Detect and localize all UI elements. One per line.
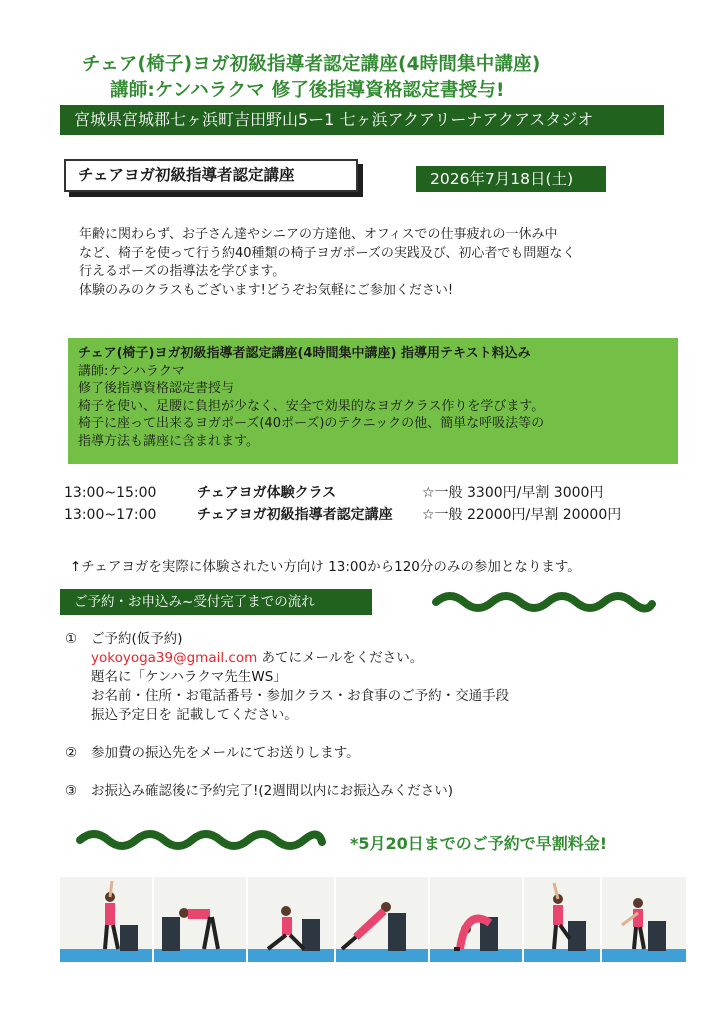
course-details-box <box>68 338 678 464</box>
trial-note: ↑チェアヨガを実際に体験されたい方向け 13:00から120分のみの参加となります。 <box>70 559 581 575</box>
chair-yoga-pose-photo <box>430 877 522 962</box>
chair-yoga-pose-photo <box>248 877 334 962</box>
step-3 <box>65 782 509 801</box>
intro-line: 行えるポーズの指導法を学びます。 <box>79 264 286 279</box>
chair-yoga-pose-photo <box>524 877 600 962</box>
chair-yoga-pose-photo <box>336 877 428 962</box>
schedule-time: 13:00~15:00 <box>64 485 157 501</box>
yoga-photo-strip <box>60 877 686 962</box>
event-date: 2026年7月18日(土) <box>416 166 606 192</box>
schedule-price: ☆一般 3300円/早割 3000円 <box>422 485 604 501</box>
details-line: 講師:ケンハラクマ <box>78 363 185 379</box>
details-line: 指導方法も講座に含まれます。 <box>78 433 259 449</box>
details-line: 椅子を使い、足腰に負担が少なく、安全で効果的なヨガクラス作りを学びます。 <box>78 398 545 414</box>
step-1-line: 振込予定日を 記載してください。 <box>91 707 298 723</box>
course-title-box: チェアヨガ初級指導者認定講座 <box>64 159 358 192</box>
intro-line: など、椅子を使って行う約40種類の椅子ヨガポーズの実践及び、初心者でも問題なく <box>79 245 576 261</box>
schedule-class-name: チェアヨガ体験クラス <box>197 485 337 501</box>
step-1 <box>65 630 509 649</box>
step-number: ② <box>65 745 78 761</box>
step-text: 参加費の振込先をメールにてお送りします。 <box>91 745 360 761</box>
early-bird-notice: *5月20日までのご予約で早割料金! <box>350 834 608 853</box>
page-title-line2: 講師:ケンハラクマ 修了後指導資格認定書授与! <box>110 80 505 101</box>
step-1-email-line <box>65 649 509 668</box>
wave-decoration-icon <box>70 826 332 854</box>
booking-flow-heading: ご予約・お申込み~受付完了までの流れ <box>60 589 372 615</box>
step-number: ① <box>65 631 78 647</box>
wave-decoration-icon <box>430 592 658 618</box>
booking-steps <box>65 630 509 801</box>
schedule-class-name: チェアヨガ初級指導者認定講座 <box>197 507 393 523</box>
step-1-line: お名前・住所・お電話番号・参加クラス・お食事のご予約・交通手段 <box>91 688 510 704</box>
intro-text <box>79 226 575 300</box>
email-suffix: あてにメールをください。 <box>257 650 424 666</box>
step-text: お振込み確認後に予約完了!(2週間以内にお振込みください) <box>91 783 454 799</box>
chair-yoga-pose-photo <box>60 877 152 962</box>
chair-yoga-pose-photo <box>154 877 246 962</box>
step-1-line: 題名に「ケンハラクマ先生WS」 <box>91 669 287 685</box>
details-line: 椅子に座って出来るヨガポーズ(40ポーズ)のテクニックの他、簡単な呼吸法等の <box>78 416 545 431</box>
schedule-price: ☆一般 22000円/早割 20000円 <box>422 507 622 523</box>
intro-line: 体験のみのクラスもございます!どうぞお気軽にご参加ください! <box>79 282 454 298</box>
step-title: ご予約(仮予約) <box>91 631 183 647</box>
schedule-row <box>64 504 684 526</box>
details-heading: チェア(椅子)ヨガ初級指導者認定講座(4時間集中講座) 指導用テキスト料込み <box>78 346 531 361</box>
details-line: 修了後指導資格認定書授与 <box>78 381 235 396</box>
chair-yoga-pose-photo <box>602 877 686 962</box>
step-number: ③ <box>65 783 78 799</box>
schedule-list <box>64 482 684 526</box>
intro-line: 年齢に関わらず、お子さん達やシニアの方達他、オフィスでの仕事疲れの一休み中 <box>79 227 558 242</box>
schedule-time: 13:00~17:00 <box>64 507 157 523</box>
contact-email-link[interactable]: yokoyoga39@gmail.com <box>91 650 258 666</box>
page-title-line1: チェア(椅子)ヨガ初級指導者認定講座(4時間集中講座) <box>82 54 541 75</box>
location-bar: 宮城県宮城郡七ヶ浜町吉田野山5ー1 七ヶ浜アクアリーナアクアスタジオ <box>60 105 664 135</box>
step-2 <box>65 744 509 763</box>
schedule-row <box>64 482 684 504</box>
